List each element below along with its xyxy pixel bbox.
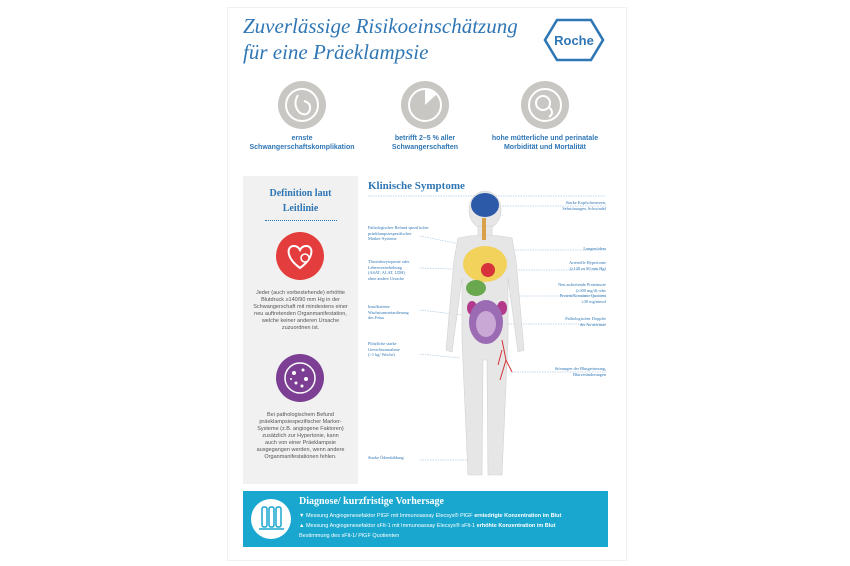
roche-logo — [543, 18, 605, 62]
definition-title: Definition laut Leitlinie — [269, 188, 332, 214]
symptom-right-6: Störungen der Blutgerinnung, Blutveränderungen — [554, 366, 606, 377]
diagnosis-line-3: Bestimmung des sFlt-1/ PlGF Quotienten — [299, 533, 400, 539]
definition-panel — [243, 176, 358, 484]
stat-3-text: hohe mütterliche und perinatale Morbidität und Mortalität — [491, 135, 599, 151]
stat-2-text: betrifft 2–5 % aller Schwangerschaften — [391, 135, 459, 151]
symptom-left-3: Insuffiziente Wachstumsretardierung des Fetus — [368, 304, 409, 320]
symptom-right-4: Neu auftretende Proteinurie (≥300 mg/d) oder Protein/Kreatinin-Quotient ≥30 mg/mmol — [558, 282, 606, 304]
logo-text: Roche — [554, 33, 594, 48]
diagnosis-banner — [243, 491, 608, 547]
definition-text-1: Jeder (auch vorbestehende) erhöhte Blutdruck ≥140/90 mm Hg in der Schwangerschaft mit mindestens einer neu auftretenden Organmanifestation, welche keiner anderen Ursache zuzuordnen ist. — [253, 290, 348, 331]
body-illustration — [440, 190, 530, 485]
symptom-right-1: Starke Kopfschmerzen, Sehstörungen, Schwindel — [562, 200, 606, 211]
diagnosis-line-2: ▲ Messung Angiogenesefaktor sFlt-1 mit Immunoassay Elecsys® sFlt-1 erhöhte Konzentration im Blut — [299, 523, 556, 529]
stat-1-text: ernste Schwangerschaftskomplikation — [249, 135, 355, 151]
pregnancy-icon — [278, 81, 326, 129]
symptom-right-2: Lungenödem — [583, 246, 606, 251]
symptom-left-4: Plötzliche starke Gewichtszunahme (>1 kg/ Woche) — [368, 341, 400, 357]
symptom-left-5: Starke Ödembildung — [368, 455, 404, 460]
diagnosis-line-1: ▼ Messung Angiogenesefaktor PlGF mit Immunoassay Elecsys® PlGF erniedrigte Konzentration im Blut — [299, 513, 562, 519]
diagnosis-title: Diagnose/ kurzfristige Vorhersage — [299, 496, 444, 507]
symptom-left-1: Pathologischer Befund spezifischer präeklampsiespezifischer Marker-Systeme — [368, 225, 429, 241]
pie-slice-icon — [401, 81, 449, 129]
symptom-left-2: Thrombozytopenie oder Leberwerterhöhung (ASAT, ALAT, LDH) ohne andere Ursache — [368, 259, 410, 281]
symptom-right-3: Arterielle Hypertonie (≥140 zu 90 mm Hg) — [569, 260, 606, 271]
definition-text-2: Bei pathologischem Befund präeklampsiespezifischer Marker- Systeme (z.B. angiogene Faktoren) zusätzlich zur Hypertonie, kann auch von einer Präeklampsie ausgegangen werden, wenn andere Organmanifestationen fehlen. — [256, 412, 345, 460]
symptoms-title: Klinische Symptome — [368, 180, 465, 192]
heart-pressure-icon — [276, 232, 324, 280]
title-line-1: Zuverlässige Risikoeinschätzung — [243, 14, 518, 38]
dotted-divider — [265, 220, 337, 221]
test-tubes-icon — [251, 499, 291, 539]
symptom-right-5: Pathologischer Doppler der Aa uterinae — [565, 316, 606, 327]
title-line-2: für eine Präeklampsie — [243, 40, 429, 64]
fetus-icon — [521, 81, 569, 129]
marker-cells-icon — [276, 354, 324, 402]
